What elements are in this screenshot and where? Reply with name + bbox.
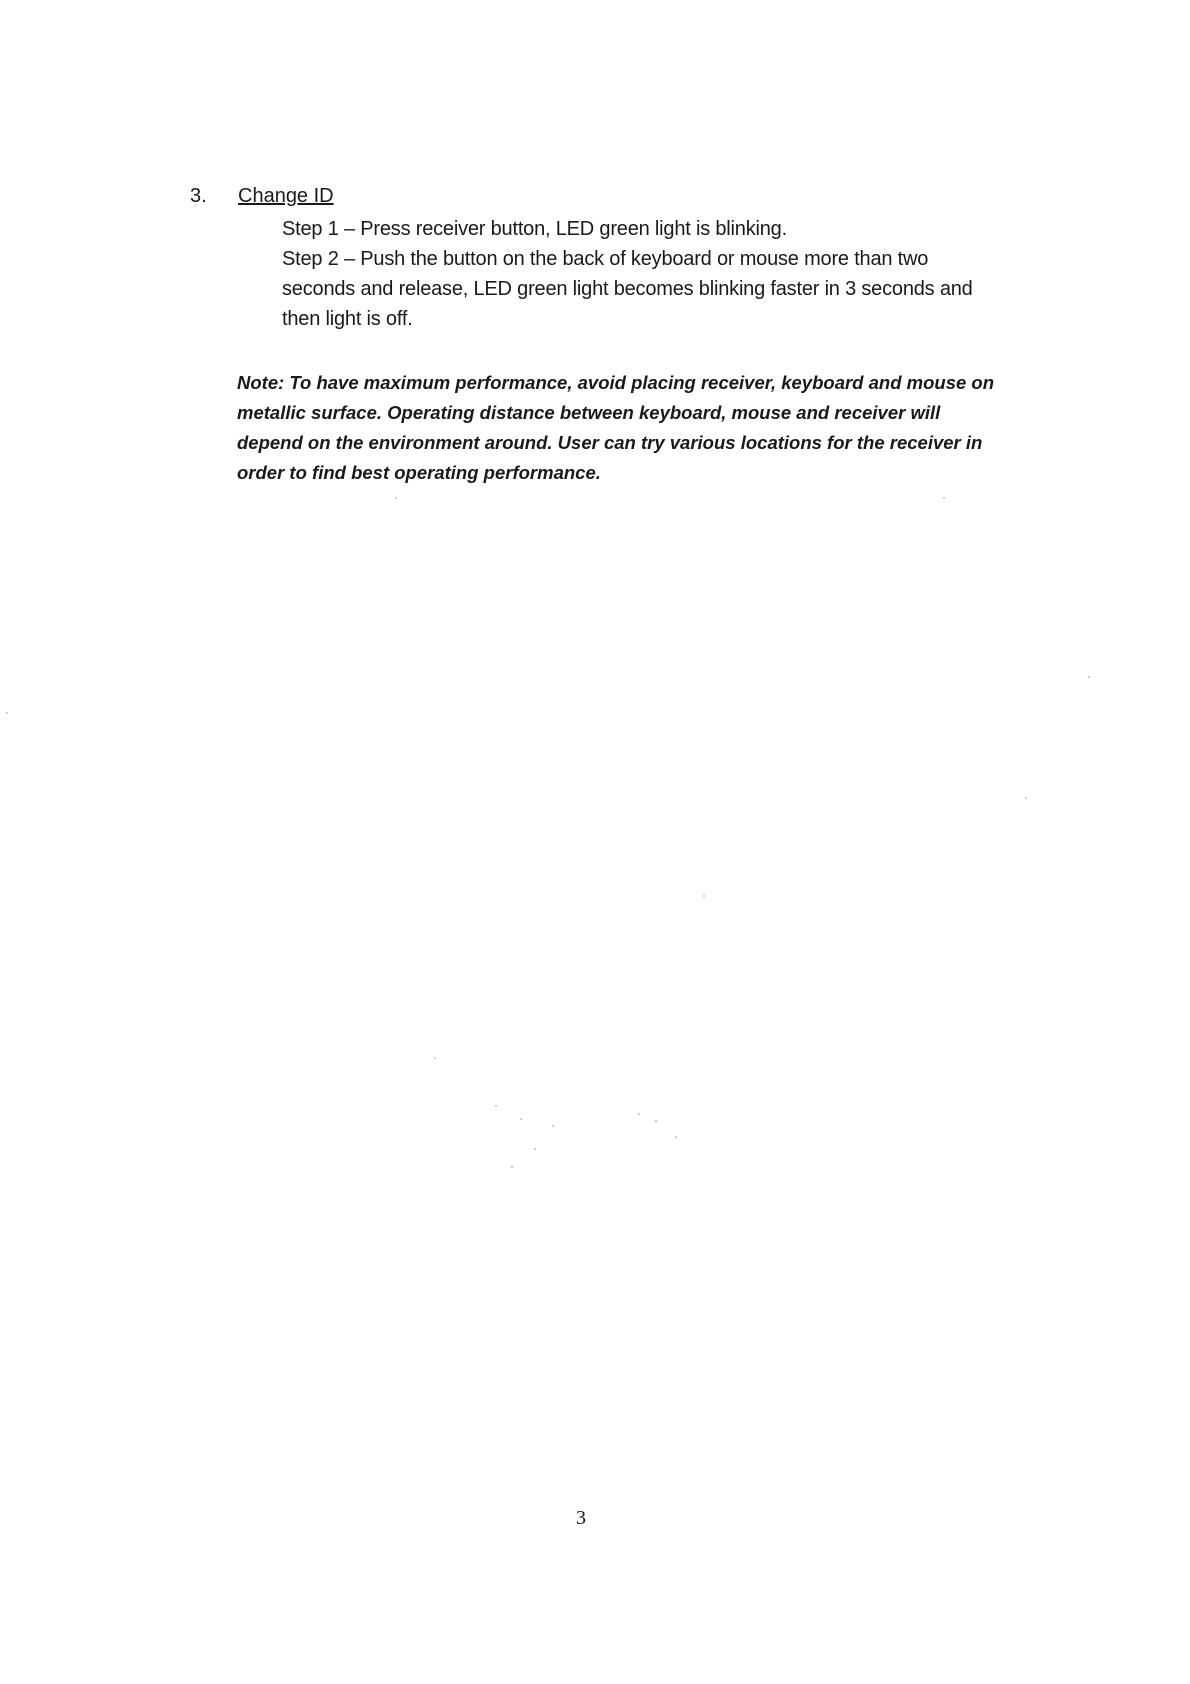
scan-speck bbox=[552, 1125, 554, 1127]
steps-list bbox=[282, 214, 982, 334]
scan-speck bbox=[395, 497, 397, 499]
step-1: Step 1 – Press receiver button, LED green light is blinking. bbox=[282, 218, 787, 240]
scan-speck bbox=[511, 1166, 513, 1168]
performance-note: Note: To have maximum performance, avoid placing receiver, keyboard and mouse on metallic surface. Operating distance between keyboard, mouse and receiver will depend on the environment around. User can try various locations for the receiver in order to find best operating performance. bbox=[237, 372, 995, 483]
step-2: Step 2 – Push the button on the back of keyboard or mouse more than two seconds and release, LED green light becomes blinking faster in 3 seconds and then light is off. bbox=[282, 248, 973, 330]
scan-speck bbox=[638, 1113, 640, 1115]
section-number: 3. bbox=[190, 185, 207, 207]
scan-speck bbox=[534, 1148, 536, 1150]
scan-speck bbox=[1025, 797, 1027, 799]
scan-speck bbox=[675, 1136, 677, 1138]
scan-speck bbox=[703, 895, 705, 897]
scan-speck bbox=[434, 1057, 436, 1059]
scan-speck bbox=[1088, 676, 1090, 678]
scan-speck bbox=[943, 497, 945, 499]
section-heading bbox=[190, 182, 990, 210]
scan-speck bbox=[520, 1118, 522, 1120]
change-id-section bbox=[190, 182, 990, 334]
scan-speck bbox=[495, 1105, 497, 1107]
scan-speck bbox=[655, 1120, 657, 1122]
scan-speck bbox=[6, 712, 8, 714]
section-title: Change ID bbox=[238, 185, 334, 207]
page-number: 3 bbox=[576, 1507, 586, 1529]
